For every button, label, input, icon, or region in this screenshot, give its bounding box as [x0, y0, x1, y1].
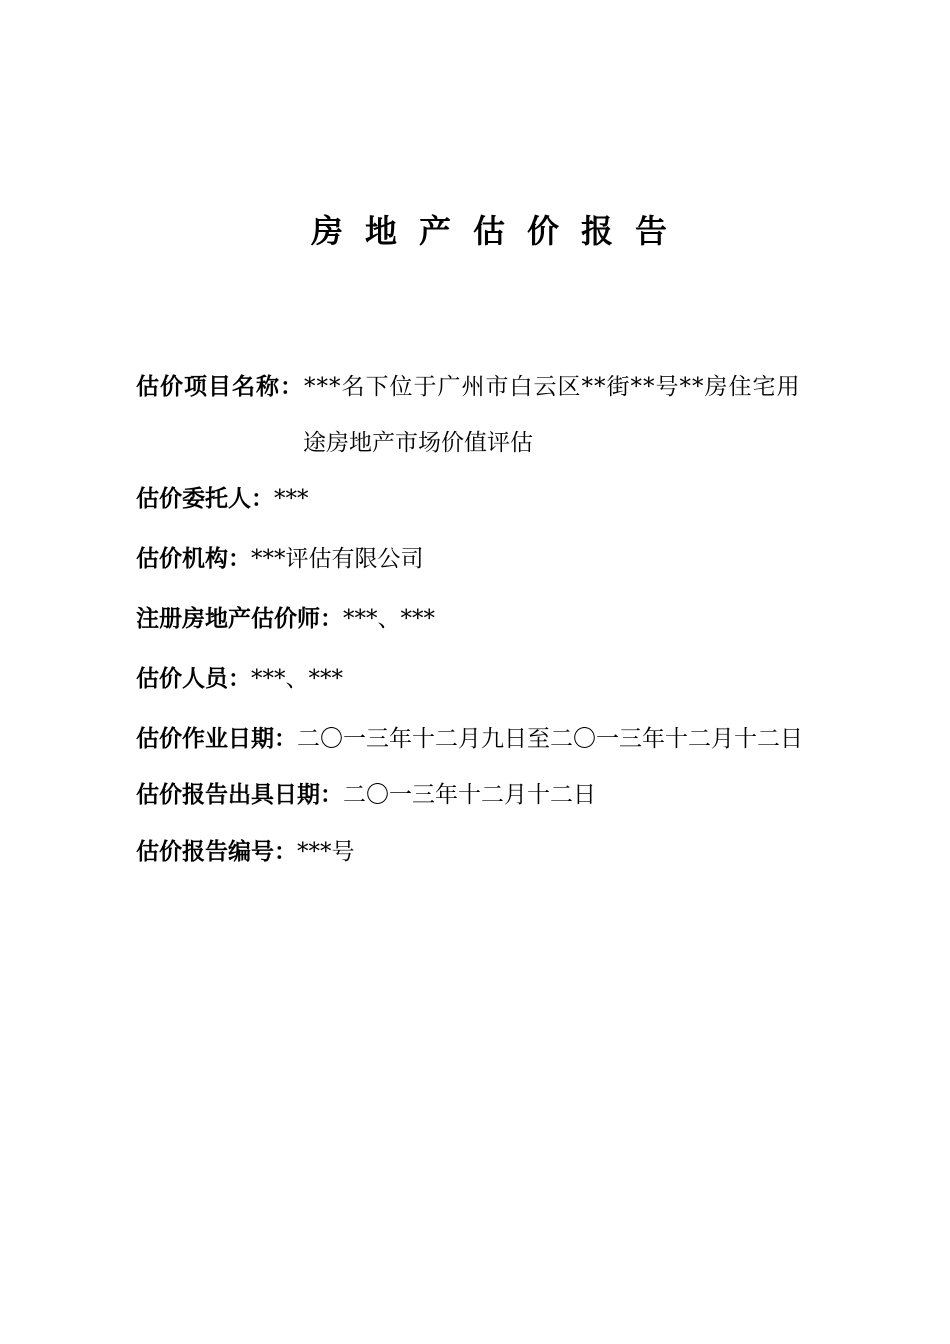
field-agency	[136, 544, 424, 574]
field-work-period	[136, 724, 803, 754]
field-label: 估价委托人：	[136, 486, 274, 512]
report-title: 房地产估价报告	[310, 212, 689, 250]
field-value: ***	[274, 486, 309, 512]
field-label: 注册房地产估价师：	[136, 606, 343, 632]
field-label: 估价作业日期：	[136, 726, 297, 752]
field-label: 估价机构：	[136, 546, 251, 572]
field-label: 估价人员：	[136, 666, 251, 692]
field-value: 二〇一三年十二月九日至二〇一三年十二月十二日	[297, 726, 803, 752]
field-report-number	[136, 837, 355, 867]
field-label: 估价项目名称：	[136, 374, 304, 400]
field-value: ***号	[297, 839, 355, 865]
field-project-name	[136, 372, 801, 402]
field-client	[136, 484, 309, 514]
field-issue-date	[136, 780, 596, 810]
field-appraisal-staff	[136, 664, 343, 694]
field-value: ***名下位于广州市白云区**街**号**房住宅用	[304, 374, 801, 400]
field-label: 估价报告出具日期：	[136, 782, 343, 808]
field-value: ***评估有限公司	[251, 546, 424, 572]
field-value: 二〇一三年十二月十二日	[343, 782, 596, 808]
field-registered-appraisers	[136, 604, 435, 634]
field-project-name-continued: 途房地产市场价值评估	[303, 430, 533, 456]
field-label: 估价报告编号：	[136, 839, 297, 865]
field-value: ***、***	[343, 606, 435, 632]
field-value: ***、***	[251, 666, 343, 692]
